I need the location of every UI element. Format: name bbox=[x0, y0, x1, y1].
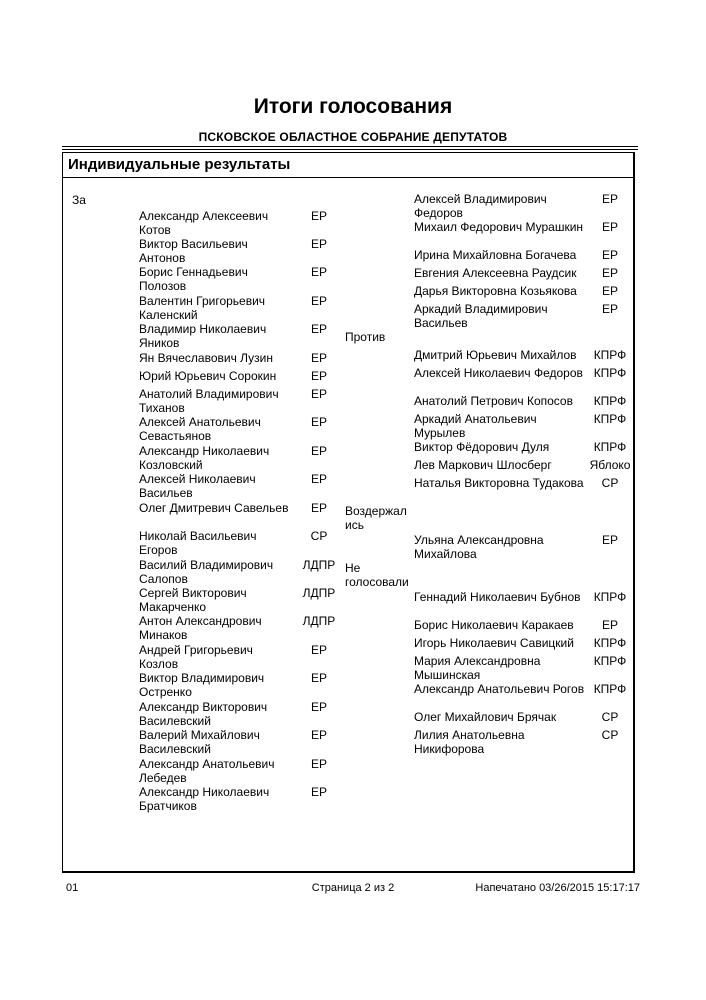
party-label: ЕР bbox=[310, 322, 327, 336]
deputy-name: Василий Владимирович Салопов bbox=[139, 558, 274, 586]
deputy-name: Александр Николаевич Козловский bbox=[139, 444, 270, 472]
organization-name: ПСКОВСКОЕ ОБЛАСТНОЕ СОБРАНИЕ ДЕПУТАТОВ bbox=[198, 130, 508, 144]
deputy-name: Андрей Григорьевич Козлов bbox=[139, 643, 253, 671]
deputy-name: Дмитрий Юрьевич Михайлов bbox=[414, 348, 577, 362]
deputy-name: Евгения Алексеевна Раудсик bbox=[414, 266, 577, 280]
party-label: КПРФ bbox=[593, 682, 627, 696]
party-label: СР bbox=[310, 529, 328, 543]
deputy-name: Аркадий Владимирович Васильев bbox=[414, 302, 548, 330]
party-label: ЕР bbox=[310, 785, 327, 799]
deputy-name: Александр Викторович Василевский bbox=[139, 700, 268, 728]
deputy-name: Аркадий Анатольевич Мурылев bbox=[414, 412, 537, 440]
party-label: КПРФ bbox=[593, 394, 627, 408]
deputy-name: Александр Анатольевич Рогов bbox=[414, 682, 585, 696]
party-label: ЕР bbox=[310, 700, 327, 714]
party-label: СР bbox=[601, 728, 619, 742]
party-label: ЕР bbox=[310, 351, 327, 365]
deputy-name: Антон Александрович Минаков bbox=[139, 614, 262, 642]
party-label: ЕР bbox=[310, 671, 327, 685]
party-label: ЕР bbox=[601, 220, 618, 234]
party-label: ЕР bbox=[601, 284, 618, 298]
party-label: КПРФ bbox=[593, 654, 627, 668]
deputy-name: Юрий Юрьевич Сорокин bbox=[139, 369, 277, 383]
party-label: ЛДПР bbox=[302, 558, 336, 572]
header-rule-top bbox=[62, 146, 638, 147]
deputy-name: Лилия Анатольевна Никифорова bbox=[414, 728, 525, 756]
party-label: ЕР bbox=[601, 192, 618, 206]
deputy-name: Мария Александровна Мышинская bbox=[414, 654, 541, 682]
party-label: ЕР bbox=[601, 266, 618, 280]
header-rule-bottom bbox=[62, 149, 638, 150]
group-label-not-voted: Не голосовали bbox=[345, 561, 409, 589]
document-title: Итоги голосования bbox=[253, 95, 453, 118]
party-label: КПРФ bbox=[593, 348, 627, 362]
party-label: КПРФ bbox=[593, 412, 627, 426]
party-label: ЕР bbox=[310, 209, 327, 223]
footer-code: 01 bbox=[66, 882, 79, 894]
party-label: СР bbox=[601, 710, 619, 724]
deputy-name: Александр Алексеевич Котов bbox=[139, 209, 269, 237]
deputy-name: Николай Васильевич Егоров bbox=[139, 529, 257, 557]
deputy-name: Алексей Николаевич Васильев bbox=[139, 472, 256, 500]
deputy-name: Ульяна Александровна Михайлова bbox=[414, 533, 544, 561]
deputy-name: Александр Анатольевич Лебедев bbox=[139, 757, 275, 785]
section-divider bbox=[62, 177, 634, 178]
deputy-name: Виктор Фёдорович Дуля bbox=[414, 440, 550, 454]
deputy-name: Борис Геннадьевич Полозов bbox=[139, 265, 248, 293]
party-label: КПРФ bbox=[593, 590, 627, 604]
group-label-against: Против bbox=[345, 330, 386, 344]
deputy-name: Александр Николаевич Братчиков bbox=[139, 785, 270, 813]
deputy-name: Виктор Васильевич Антонов bbox=[139, 237, 248, 265]
party-label: ЕР bbox=[310, 369, 327, 383]
deputy-name: Анатолий Владимирович Тиханов bbox=[139, 387, 279, 415]
party-label: ЕР bbox=[310, 265, 327, 279]
deputy-name: Ирина Михайловна Богачева bbox=[414, 248, 577, 262]
party-label: ЕР bbox=[310, 472, 327, 486]
deputy-name: Алексей Анатольевич Севастьянов bbox=[139, 415, 261, 443]
deputy-name: Лев Маркович Шлосберг bbox=[414, 458, 552, 472]
party-label: ЕР bbox=[310, 237, 327, 251]
party-label: ЕР bbox=[601, 533, 618, 547]
party-label: ЕР bbox=[310, 415, 327, 429]
deputy-name: Ян Вячеславович Лузин bbox=[139, 351, 274, 365]
deputy-name: Алексей Владимирович Федоров bbox=[414, 192, 547, 220]
deputy-name: Валентин Григорьевич Каленский bbox=[139, 294, 266, 322]
deputy-name: Валерий Михайлович Василевский bbox=[139, 728, 260, 756]
party-label: Яблоко bbox=[589, 458, 631, 472]
party-label: ЕР bbox=[310, 444, 327, 458]
group-label-abstained: Воздержал ись bbox=[345, 504, 407, 532]
page-number: Страница 2 из 2 bbox=[311, 882, 395, 894]
party-label: КПРФ bbox=[593, 636, 627, 650]
party-label: ЕР bbox=[601, 618, 618, 632]
deputy-name: Олег Михайлович Брячак bbox=[414, 710, 557, 724]
deputy-name: Дарья Викторовна Козьякова bbox=[414, 284, 577, 298]
party-label: КПРФ bbox=[593, 366, 627, 380]
party-label: ЕР bbox=[601, 302, 618, 316]
deputy-name: Владимир Николаевич Яников bbox=[139, 322, 267, 350]
party-label: ЕР bbox=[310, 757, 327, 771]
deputy-name: Анатолий Петрович Копосов bbox=[414, 394, 573, 408]
party-label: КПРФ bbox=[593, 440, 627, 454]
party-label: ЕР bbox=[601, 248, 618, 262]
deputy-name: Сергей Викторович Макарченко bbox=[139, 586, 247, 614]
party-label: ЕР bbox=[310, 643, 327, 657]
party-label: СР bbox=[601, 476, 619, 490]
deputy-name: Олег Дмитревич Савельев bbox=[139, 501, 289, 515]
party-label: ЛДПР bbox=[302, 614, 336, 628]
deputy-name: Борис Николаевич Каракаев bbox=[414, 618, 574, 632]
party-label: ЕР bbox=[310, 387, 327, 401]
party-label: ЛДПР bbox=[302, 586, 336, 600]
group-label-for: За bbox=[72, 193, 86, 207]
deputy-name: Алексей Николаевич Федоров bbox=[414, 366, 583, 380]
party-label: ЕР bbox=[310, 728, 327, 742]
deputy-name: Наталья Викторовна Тудакова bbox=[414, 476, 584, 490]
party-label: ЕР bbox=[310, 501, 327, 515]
deputy-name: Геннадий Николаевич Бубнов bbox=[414, 590, 581, 604]
deputy-name: Виктор Владимирович Остренко bbox=[139, 671, 265, 699]
section-title: Индивидуальные результаты bbox=[68, 156, 291, 173]
party-label: ЕР bbox=[310, 294, 327, 308]
print-timestamp: Напечатано 03/26/2015 15:17:17 bbox=[475, 882, 640, 894]
deputy-name: Игорь Николаевич Савицкий bbox=[414, 636, 574, 650]
deputy-name: Михаил Федорович Мурашкин bbox=[414, 220, 584, 234]
